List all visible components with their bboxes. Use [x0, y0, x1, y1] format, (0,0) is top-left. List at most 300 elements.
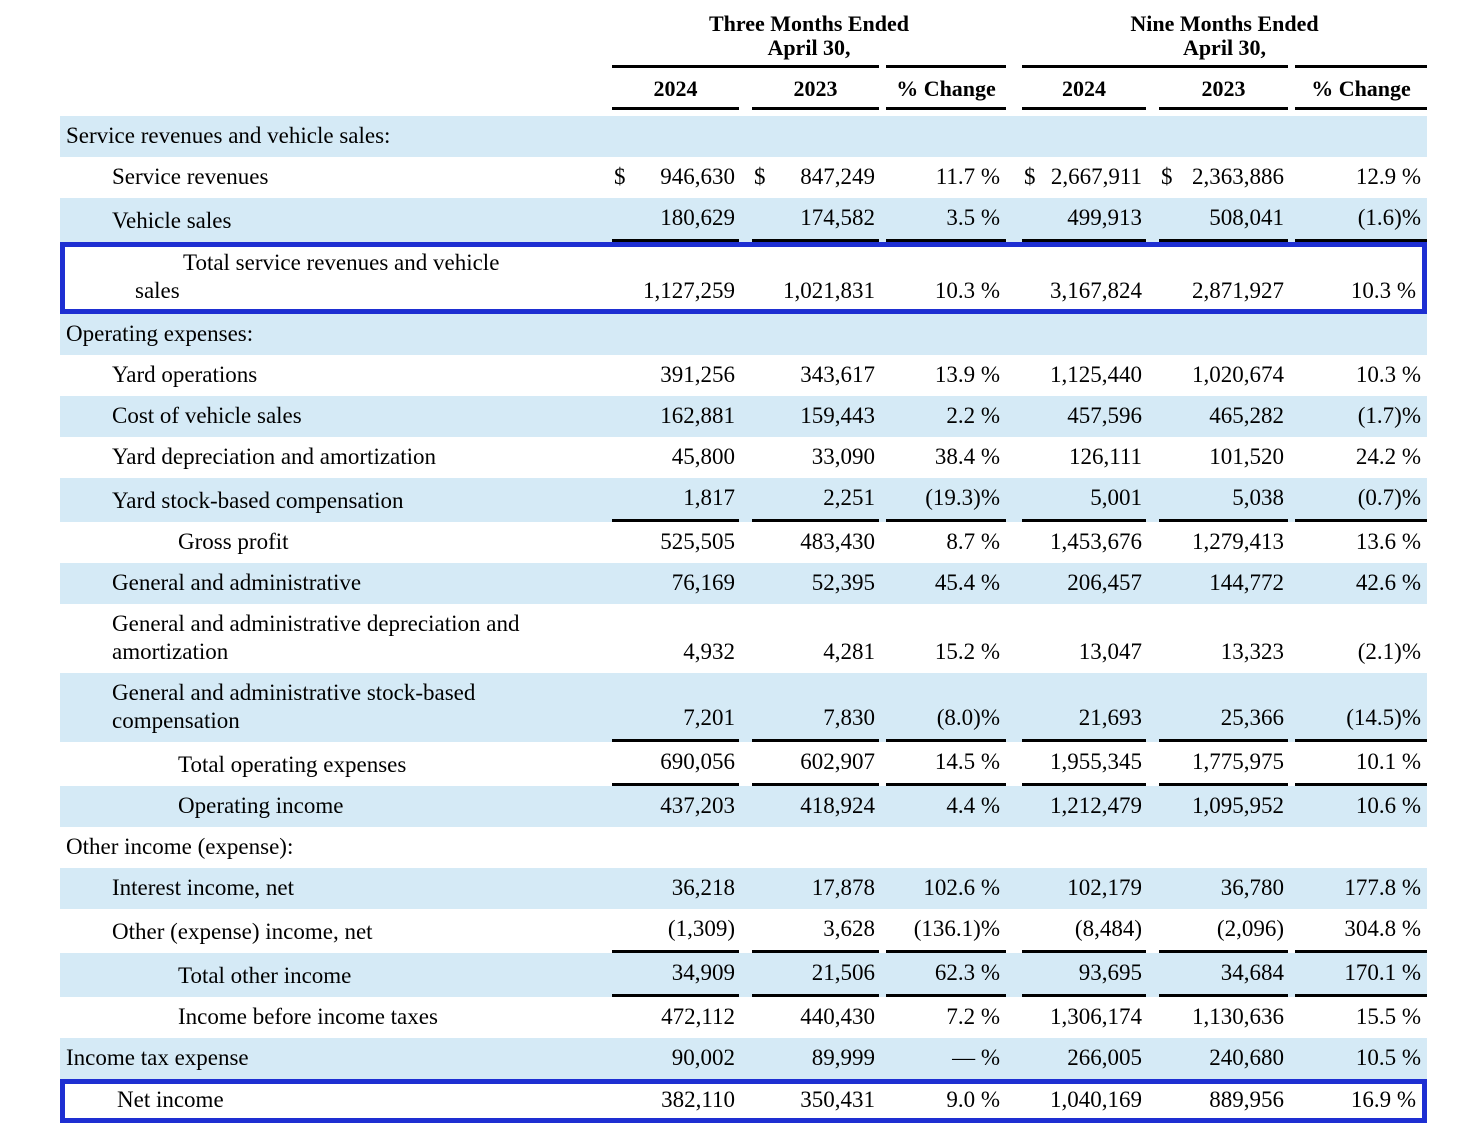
row-label-line: General and administrative [112, 570, 362, 595]
column-gap [739, 1079, 752, 1123]
cell-value [1295, 827, 1427, 868]
group-title-line2: April 30, [1182, 35, 1267, 60]
cell-value: 3.5 % [886, 198, 1006, 242]
row-label-line: Interest income, net [112, 875, 295, 900]
table-row [60, 242, 1427, 314]
cell-value: 3,167,824 [1022, 242, 1146, 314]
column-gap [879, 355, 886, 396]
cell-value: 1,775,975 [1159, 742, 1288, 786]
table-body [60, 116, 1427, 1123]
row-label [60, 953, 612, 997]
row-label [60, 314, 612, 355]
group-title-line1: Nine Months Ended [1130, 11, 1319, 36]
cell-value: 4.4 % [886, 786, 1006, 827]
row-label-line: sales [135, 278, 180, 303]
cell-value: 33,090 [811, 444, 875, 469]
column-gap [1288, 673, 1295, 742]
cell-value [1159, 116, 1288, 157]
cell-value: 76,169 [612, 563, 739, 604]
column-gap [879, 604, 886, 673]
cell-value: 15.5 % [1355, 1004, 1421, 1029]
cell-value [612, 314, 739, 355]
cell-value: 159,443 [752, 396, 879, 437]
cell-value: 5,001 [1022, 478, 1146, 522]
column-gap [1146, 68, 1159, 110]
column-gap [1146, 198, 1159, 242]
column-gap [1288, 396, 1295, 437]
cell-value [612, 116, 739, 157]
table-row [60, 1079, 1427, 1123]
cell-value: 1,453,676 [1050, 529, 1142, 554]
column-gap [1006, 1079, 1022, 1123]
row-label [60, 242, 612, 314]
column-gap [1146, 673, 1159, 742]
cell-value: 17,878 [752, 868, 879, 909]
column-gap [739, 868, 752, 909]
column-gap [1288, 909, 1295, 953]
row-label [60, 355, 612, 396]
cell-value: 1,020,674 [1192, 362, 1284, 387]
cell-value: 10.6 % [1295, 786, 1427, 827]
column-gap [1146, 868, 1159, 909]
cell-value: 102.6 % [886, 868, 1006, 909]
cell-value: 21,506 [752, 953, 879, 997]
column-gap [879, 522, 886, 563]
column-gap [1006, 827, 1022, 868]
cell-value: 10.1 % [1295, 742, 1427, 786]
row-label-line: Total service revenues and vehicle [183, 250, 500, 275]
row-label-line: General and administrative stock-based [112, 680, 476, 705]
column-gap [739, 314, 752, 355]
row-label-line: Net income [117, 1087, 224, 1112]
cell-value: 52,395 [752, 563, 879, 604]
column-gap [739, 157, 752, 198]
cell-value: 25,366 [1159, 673, 1288, 742]
column-gap [1146, 437, 1159, 478]
column-gap [1146, 314, 1159, 355]
cell-value: (14.5)% [1295, 673, 1427, 742]
column-gap [879, 198, 886, 242]
cell-value [1159, 827, 1288, 868]
column-gap [1146, 563, 1159, 604]
cell-value: 90,002 [612, 1038, 739, 1079]
cell-value: 8.7 % [946, 529, 1000, 554]
cell-value: 16.9 % [1295, 1079, 1427, 1123]
cell-value: 1,095,952 [1159, 786, 1288, 827]
cell-value: 1,021,831 [752, 242, 879, 314]
column-gap [1288, 786, 1295, 827]
column-gap [1006, 909, 1022, 953]
cell-value: 13.9 % [934, 362, 1000, 387]
row-label-line: compensation [112, 708, 240, 733]
cell-value: (8,484) [1022, 909, 1146, 953]
cell-value: 13.6 % [1355, 529, 1421, 554]
column-gap [1006, 522, 1022, 563]
column-gap [1006, 68, 1022, 110]
cell-value: (136.1)% [886, 909, 1006, 953]
column-gap [1006, 1038, 1022, 1079]
cell-value: 45,800 [671, 444, 735, 469]
cell-value: 483,430 [800, 529, 875, 554]
column-gap [879, 868, 886, 909]
cell-value: (19.3)% [886, 478, 1006, 522]
column-gap [739, 673, 752, 742]
cell-value: 382,110 [612, 1079, 739, 1123]
cell-value [752, 116, 879, 157]
column-gap [1006, 673, 1022, 742]
year-header: 2023 [1159, 68, 1288, 110]
column-gap [1006, 157, 1022, 198]
cell-value: 2,871,927 [1159, 242, 1288, 314]
cell-value: (1.6)% [1295, 198, 1427, 242]
column-gap [1006, 437, 1022, 478]
cell-value: $ 2,363,886 [1161, 164, 1284, 189]
table-row [60, 522, 1427, 563]
cell-value: 4,281 [823, 639, 875, 664]
year-header: 2024 [612, 68, 739, 110]
row-label [60, 157, 612, 198]
cell-value: 101,520 [1209, 444, 1284, 469]
column-gap [1288, 68, 1295, 110]
cell-value: (8.0)% [886, 673, 1006, 742]
column-gap [1146, 355, 1159, 396]
column-gap [1288, 1079, 1295, 1123]
cell-value: 418,924 [752, 786, 879, 827]
column-gap [1146, 953, 1159, 997]
row-label [60, 563, 612, 604]
column-gap [1146, 827, 1159, 868]
row-label-line: General and administrative depreciation and [112, 611, 520, 636]
column-gap [879, 563, 886, 604]
column-gap [739, 396, 752, 437]
column-gap [1146, 786, 1159, 827]
row-label-line: Operating income [178, 793, 344, 818]
row-label [60, 673, 612, 742]
column-gap [739, 355, 752, 396]
row-label [60, 1079, 612, 1123]
cell-value: 240,680 [1159, 1038, 1288, 1079]
cell-value: 1,125,440 [1050, 362, 1142, 387]
row-label-line: Yard operations [112, 362, 258, 387]
table-row [60, 742, 1427, 786]
cell-value: 10.5 % [1295, 1038, 1427, 1079]
row-label-line: Operating expenses: [66, 321, 254, 346]
table-row [60, 997, 1427, 1038]
cell-value: 391,256 [660, 362, 735, 387]
column-gap [1006, 742, 1022, 786]
year-header: 2023 [752, 68, 879, 110]
cell-value: 180,629 [612, 198, 739, 242]
cell-value: (1.7)% [1295, 396, 1427, 437]
row-label [60, 522, 612, 563]
column-gap [739, 742, 752, 786]
column-gap [1006, 868, 1022, 909]
cell-value: 1,212,479 [1022, 786, 1146, 827]
column-gap [739, 1038, 752, 1079]
column-gap [1146, 478, 1159, 522]
group-title-three-months [612, 8, 1006, 65]
column-gap [1006, 563, 1022, 604]
row-label-line: Yard stock-based compensation [112, 488, 404, 513]
cell-value: (1,309) [612, 909, 739, 953]
column-gap [1006, 314, 1022, 355]
cell-value: 42.6 % [1295, 563, 1427, 604]
row-label-line: Total operating expenses [178, 752, 407, 777]
row-label-line: Service revenues [112, 164, 269, 189]
column-gap [739, 786, 752, 827]
cell-value: 45.4 % [886, 563, 1006, 604]
column-gap [1006, 478, 1022, 522]
label-column-header [60, 8, 612, 65]
table-row [60, 909, 1427, 953]
column-gap [1288, 1038, 1295, 1079]
cell-value: 36,780 [1159, 868, 1288, 909]
cell-value: 177.8 % [1295, 868, 1427, 909]
table-row [60, 953, 1427, 997]
cell-value [886, 314, 1006, 355]
row-label-line: Other (expense) income, net [112, 919, 373, 944]
row-label [60, 997, 612, 1038]
cell-value: 7,201 [612, 673, 739, 742]
column-gap [1288, 314, 1295, 355]
column-gap [1288, 198, 1295, 242]
row-label-line: Yard depreciation and amortization [112, 444, 437, 469]
column-gap [879, 827, 886, 868]
column-gap [879, 116, 886, 157]
dollar-sign: $ [614, 164, 626, 189]
cell-value: 343,617 [800, 362, 875, 387]
cell-value: $ 847,249 [754, 164, 875, 189]
section-header-row [60, 827, 1427, 868]
column-gap [879, 673, 886, 742]
cell-value: 437,203 [612, 786, 739, 827]
column-gap [1006, 604, 1022, 673]
cell-value: 93,695 [1022, 953, 1146, 997]
row-label-line: Vehicle sales [112, 208, 232, 233]
row-label-line: Gross profit [178, 529, 289, 554]
column-gap [1288, 563, 1295, 604]
cell-value: 1,279,413 [1192, 529, 1284, 554]
cell-value: 38.4 % [934, 444, 1000, 469]
cell-value [752, 827, 879, 868]
cell-value: 126,111 [1068, 444, 1142, 469]
cell-value: $ 946,630 [614, 164, 735, 189]
column-gap [1288, 997, 1295, 1038]
table-row [60, 198, 1427, 242]
table-row [60, 563, 1427, 604]
cell-value: 440,430 [800, 1004, 875, 1029]
group-title-nine-months [1022, 8, 1427, 65]
cell-value [1022, 827, 1146, 868]
row-label [60, 478, 612, 522]
column-gap [1288, 522, 1295, 563]
cell-value: 499,913 [1022, 198, 1146, 242]
cell-value: 4,932 [683, 639, 735, 664]
column-gap [879, 396, 886, 437]
table-row [60, 396, 1427, 437]
row-label-line: Income before income taxes [178, 1004, 438, 1029]
column-gap [1006, 396, 1022, 437]
income-statement-table [60, 8, 1427, 1123]
cell-value: 170.1 % [1295, 953, 1427, 997]
table-row [60, 437, 1427, 478]
column-gap [879, 242, 886, 314]
cell-value: 7,830 [752, 673, 879, 742]
cell-value: 10.3 % [1295, 242, 1427, 314]
column-gap [1006, 355, 1022, 396]
group-title-line2: April 30, [767, 35, 851, 60]
cell-value: $ 2,667,911 [1024, 164, 1142, 189]
cell-value: 12.9 % [1355, 164, 1421, 189]
row-label-line: Other income (expense): [66, 834, 294, 859]
row-label [60, 396, 612, 437]
table-row [60, 1038, 1427, 1079]
column-gap [879, 786, 886, 827]
column-gap [1288, 742, 1295, 786]
cell-value [752, 314, 879, 355]
group-header-row [60, 8, 1427, 65]
cell-value: 690,056 [612, 742, 739, 786]
column-gap [739, 242, 752, 314]
column-gap [1006, 953, 1022, 997]
cell-value [1295, 116, 1427, 157]
column-gap [1146, 242, 1159, 314]
section-header-row [60, 314, 1427, 355]
column-gap [1006, 242, 1022, 314]
column-gap [1146, 157, 1159, 198]
row-label-line: Total other income [178, 963, 352, 988]
cell-value: 266,005 [1022, 1038, 1146, 1079]
column-gap [1288, 827, 1295, 868]
column-gap [1288, 242, 1295, 314]
column-gap [739, 68, 752, 110]
table-row [60, 157, 1427, 198]
cell-value: 1,127,259 [612, 242, 739, 314]
cell-value: 102,179 [1022, 868, 1146, 909]
column-gap [739, 198, 752, 242]
cell-value: 508,041 [1159, 198, 1288, 242]
cell-value: 889,956 [1159, 1079, 1288, 1123]
pct-change-header: % Change [886, 68, 1006, 110]
cell-value: 525,505 [660, 529, 735, 554]
cell-value: 162,881 [612, 396, 739, 437]
cell-value: 21,693 [1022, 673, 1146, 742]
row-label [60, 742, 612, 786]
cell-value: 350,431 [752, 1079, 879, 1123]
cell-value: 5,038 [1159, 478, 1288, 522]
cell-value: (0.7)% [1295, 478, 1427, 522]
table-row [60, 604, 1427, 673]
cell-value: 2.2 % [886, 396, 1006, 437]
table-row [60, 673, 1427, 742]
dollar-sign: $ [1161, 164, 1173, 189]
row-label [60, 827, 612, 868]
table-row [60, 786, 1427, 827]
cell-value: 15.2 % [934, 639, 1000, 664]
column-gap [739, 604, 752, 673]
column-gap [1006, 786, 1022, 827]
row-label [60, 604, 612, 673]
cell-value: 14.5 % [886, 742, 1006, 786]
column-gap [879, 909, 886, 953]
label-column-header [60, 68, 612, 110]
cell-value: 13,323 [1220, 639, 1284, 664]
cell-value: 1,130,636 [1192, 1004, 1284, 1029]
column-gap [1146, 1079, 1159, 1123]
column-gap [1288, 868, 1295, 909]
column-gap [879, 1038, 886, 1079]
column-gap [739, 478, 752, 522]
row-label [60, 868, 612, 909]
table-row [60, 868, 1427, 909]
column-gap [1288, 478, 1295, 522]
row-label [60, 437, 612, 478]
column-gap [879, 314, 886, 355]
row-label [60, 909, 612, 953]
cell-value: 1,306,174 [1050, 1004, 1142, 1029]
cell-value: 62.3 % [886, 953, 1006, 997]
cell-value: 1,040,169 [1022, 1079, 1146, 1123]
dollar-sign: $ [754, 164, 766, 189]
cell-value [1022, 314, 1146, 355]
column-gap [1288, 355, 1295, 396]
column-gap [879, 953, 886, 997]
cell-value: 9.0 % [886, 1079, 1006, 1123]
cell-value: 174,582 [752, 198, 879, 242]
table-row [60, 355, 1427, 396]
row-label [60, 786, 612, 827]
column-gap [739, 909, 752, 953]
row-label-line: Cost of vehicle sales [112, 403, 302, 428]
year-header: 2024 [1022, 68, 1146, 110]
column-gap [1146, 742, 1159, 786]
column-gap [1146, 522, 1159, 563]
pct-change-header: % Change [1295, 68, 1427, 110]
cell-value: 10.3 % [886, 242, 1006, 314]
cell-value [1022, 116, 1146, 157]
column-gap [1288, 437, 1295, 478]
cell-value: (2.1)% [1357, 639, 1421, 664]
column-gap [1146, 1038, 1159, 1079]
column-gap [879, 478, 886, 522]
column-gap [879, 437, 886, 478]
column-gap [1146, 997, 1159, 1038]
column-gap [739, 522, 752, 563]
cell-value [886, 116, 1006, 157]
column-gap [739, 953, 752, 997]
column-gap [1146, 604, 1159, 673]
column-gap [879, 68, 886, 110]
row-label [60, 198, 612, 242]
cell-value: (2,096) [1159, 909, 1288, 953]
cell-value: 7.2 % [946, 1004, 1000, 1029]
cell-value: 2,251 [752, 478, 879, 522]
column-gap [1146, 396, 1159, 437]
cell-value: 206,457 [1022, 563, 1146, 604]
cell-value: 3,628 [752, 909, 879, 953]
cell-value: 34,684 [1159, 953, 1288, 997]
column-gap [1006, 8, 1022, 65]
row-label-line: Income tax expense [66, 1045, 249, 1070]
column-gap [739, 827, 752, 868]
cell-value [1295, 314, 1427, 355]
column-gap [739, 997, 752, 1038]
column-gap [879, 997, 886, 1038]
cell-value: 144,772 [1159, 563, 1288, 604]
cell-value: 1,817 [612, 478, 739, 522]
cell-value [886, 827, 1006, 868]
column-header-row [60, 68, 1427, 110]
